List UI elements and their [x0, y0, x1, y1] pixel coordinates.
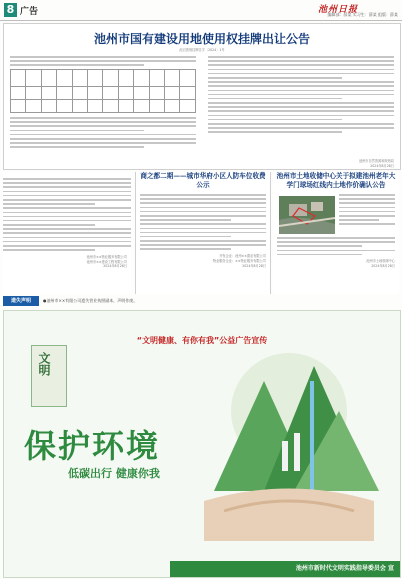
column1-signature: 池州市××物业服务有限公司 池州市××建设工程有限公司 2024年8月28日 — [86, 254, 127, 269]
poster-slogan: “文明健康、有你有我”公益广告宣传 — [136, 336, 268, 345]
notice-signature: 池州市自然资源和规划局 2024年8月28日 — [358, 159, 394, 168]
notice-left-column — [10, 56, 196, 150]
seal-text: 文明 — [37, 352, 51, 376]
newspaper-logo: 池州日报 — [318, 5, 359, 15]
land-transfer-notice — [3, 23, 401, 170]
page-header — [0, 0, 402, 21]
poster-footer: 池州市新时代文明实践指导委员会 宣 — [170, 561, 400, 577]
poster-headline: 保护环境 — [24, 427, 161, 465]
notice-title: 池州市国有建设用地使用权挂牌出让公告 — [93, 32, 310, 46]
notice-right-column — [208, 56, 394, 168]
land-parcel-table — [10, 69, 196, 113]
parking-notice-title: 商之都二期——城市华府小区人防车位收费公示 — [140, 172, 266, 189]
page-number: 8 — [4, 3, 17, 17]
poster-subheadline: 低碳出行 健康你我 — [68, 467, 160, 480]
poster-seal — [31, 345, 67, 407]
notice-subtitle: 池自资规挂牌告字〔2024〕1号 — [179, 48, 225, 52]
land-pricing-notice — [273, 172, 399, 294]
ad-label: 遗失声明 — [3, 296, 39, 306]
pricing-notice-title: 池州市土地收储中心关于拟建池州老年大学门球场红线内土地作价确认公告 — [276, 172, 396, 189]
classified-ad-bar — [3, 296, 399, 306]
parking-fee-notice — [135, 172, 271, 294]
aerial-photo — [279, 196, 335, 234]
property-notice-column — [3, 172, 131, 294]
ad-text: ●池州市××有限公司遗失营业执照副本，声明作废。 — [43, 298, 138, 303]
section-name: 广告 — [20, 7, 39, 17]
public-service-poster — [3, 310, 401, 578]
editor-credits: 编辑部：薛某 实习生：薛某 组版：薛某 — [327, 12, 398, 17]
column2-signature: 开发企业：池州××置业有限公司 物业服务企业：××物业服务有限公司 2024年8月28日 — [212, 254, 266, 268]
column3-signature: 池州市土地收储中心 2024年8月28日 — [366, 259, 395, 269]
mountain-illustration — [194, 341, 384, 545]
